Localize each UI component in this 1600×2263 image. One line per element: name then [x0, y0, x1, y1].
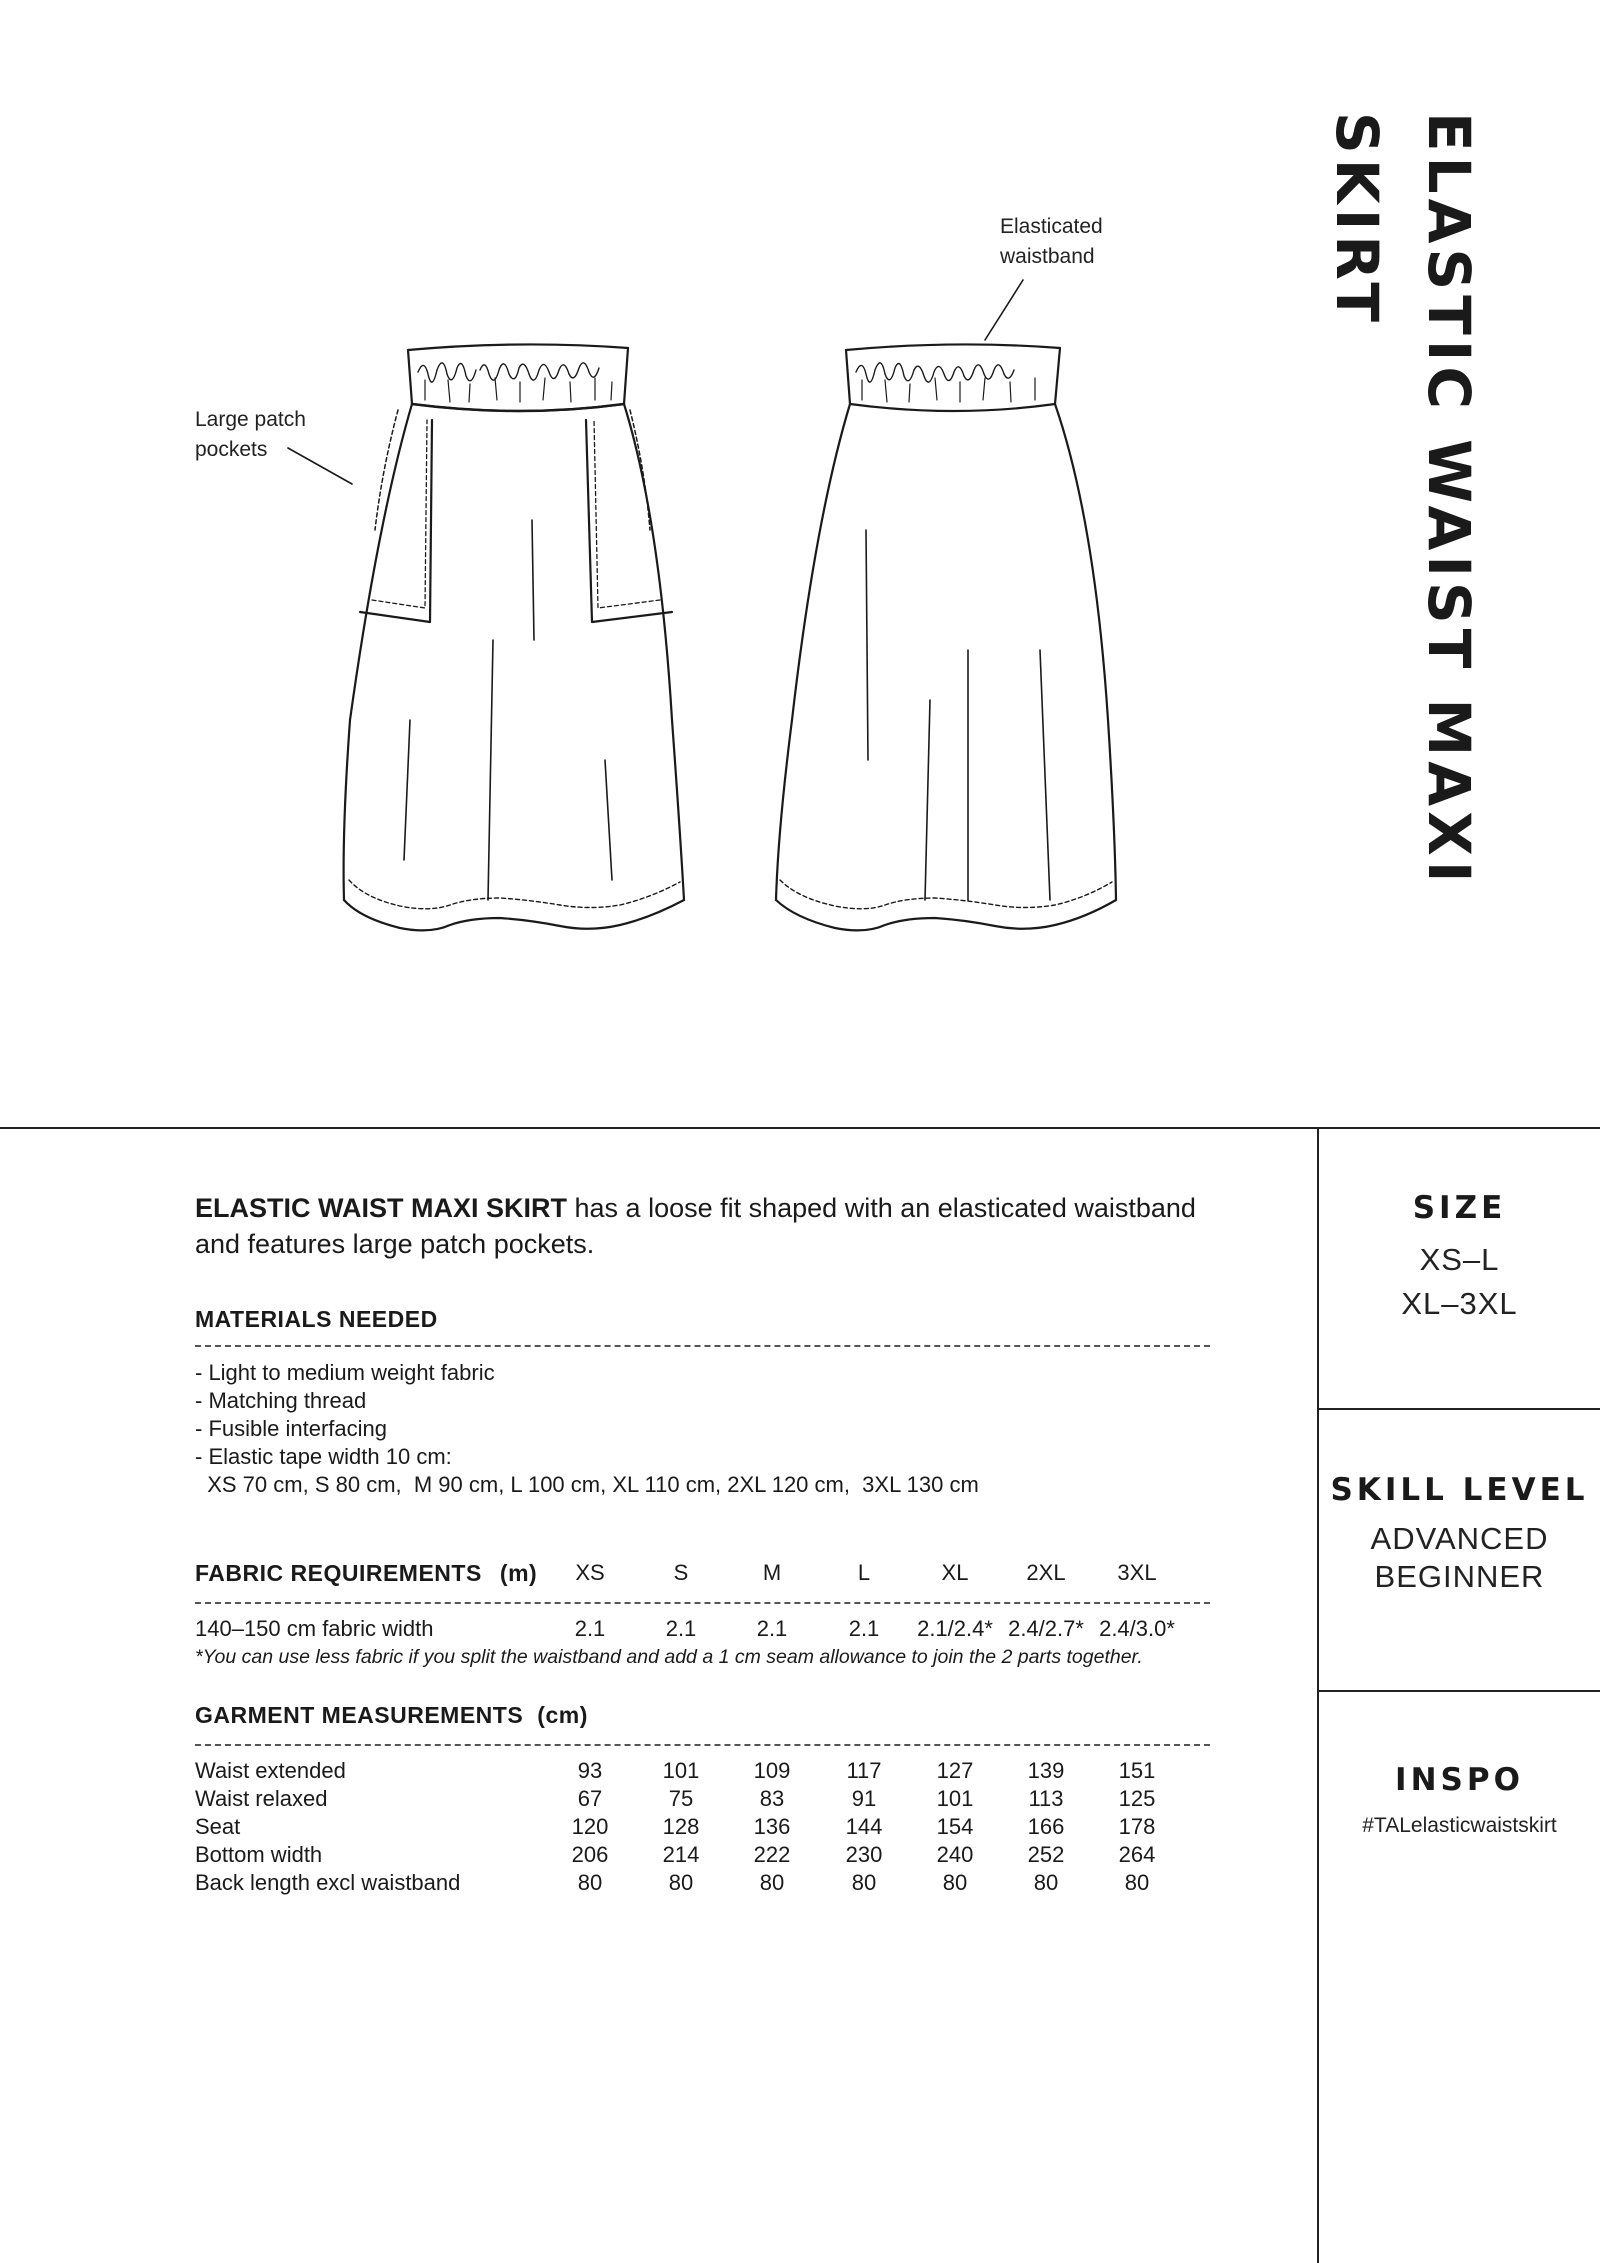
row-label: Seat	[195, 1814, 241, 1839]
skirt-back-view	[776, 344, 1116, 930]
inspo-panel	[1319, 1762, 1600, 1838]
skirt-flat-illustration	[0, 0, 1300, 1000]
fabric-value: 2.1	[665, 1616, 697, 1641]
fabric-section	[195, 1560, 1210, 1680]
size-header-m: M	[762, 1560, 782, 1585]
fabric-heading: FABRIC REQUIREMENTS	[195, 1560, 482, 1586]
skill-heading: SKILL LEVEL	[1330, 1472, 1589, 1508]
cell: 113	[1028, 1786, 1064, 1811]
fabric-value: 2.1	[756, 1616, 788, 1641]
cell: 80	[577, 1870, 603, 1895]
cell: 230	[845, 1842, 883, 1867]
cell: 91	[851, 1786, 877, 1811]
size-range: XS–L	[1419, 1242, 1500, 1277]
cell: 166	[1027, 1814, 1065, 1839]
intro-paragraph	[195, 1190, 1210, 1262]
row-label: Waist extended	[195, 1758, 346, 1783]
fabric-value: 2.1	[848, 1616, 880, 1641]
cell: 136	[753, 1814, 791, 1839]
table-row	[195, 1814, 1210, 1842]
materials-heading: MATERIALS NEEDED	[195, 1306, 438, 1332]
size-header-xl: XL	[941, 1560, 969, 1585]
cell: 75	[668, 1786, 694, 1811]
fabric-row-label: 140–150 cm fabric width	[195, 1616, 434, 1641]
fabric-value: 2.1/2.4*	[917, 1616, 993, 1641]
row-label: Waist relaxed	[195, 1786, 328, 1811]
size-header-3xl: 3XL	[1117, 1560, 1157, 1585]
cell: 127	[936, 1758, 974, 1783]
intro-product-name: ELASTIC WAIST MAXI SKIRT	[195, 1193, 568, 1223]
callout-waistband-line-2: waistband	[1000, 245, 1095, 268]
cell: 67	[577, 1786, 603, 1811]
garment-unit: (cm)	[537, 1702, 588, 1728]
intro-text: has a loose fit shaped with an elasticated waistband and features large patch pockets.	[195, 1193, 1196, 1259]
cell: 93	[577, 1758, 603, 1783]
skill-panel	[1319, 1472, 1600, 1596]
cell: 206	[571, 1842, 609, 1867]
title-line-1: ELASTIC WAIST MAXI	[1415, 112, 1483, 888]
cell: 222	[753, 1842, 791, 1867]
sidebar-rule-2	[1318, 1690, 1600, 1692]
garment-heading: GARMENT MEASUREMENTS	[195, 1702, 524, 1728]
cell: 80	[1033, 1870, 1059, 1895]
title-line-2: SKIRT	[1323, 112, 1391, 327]
callout-waistband-line-1: Elasticated	[1000, 215, 1103, 238]
skill-value: ADVANCED	[1370, 1521, 1549, 1556]
cell: 109	[753, 1758, 791, 1783]
cell: 252	[1027, 1842, 1065, 1867]
size-header-2xl: 2XL	[1026, 1560, 1066, 1585]
material-item: - Matching thread	[195, 1388, 367, 1413]
table-row	[195, 1842, 1210, 1870]
material-item: XS 70 cm, S 80 cm, M 90 cm, L 100 cm, XL 110 cm, 2XL 120 cm, 3XL 130 cm	[195, 1472, 979, 1497]
cell: 178	[1118, 1814, 1156, 1839]
inspo-hashtag: #TALelasticwaistskirt	[1362, 1814, 1557, 1837]
skirt-front-view	[344, 344, 684, 930]
cell: 128	[662, 1814, 700, 1839]
material-item: - Fusible interfacing	[195, 1416, 387, 1441]
cell: 80	[851, 1870, 877, 1895]
cell: 101	[936, 1786, 974, 1811]
cell: 139	[1027, 1758, 1065, 1783]
callout-pockets-line-1: Large patch	[195, 408, 306, 431]
horizontal-divider	[0, 1127, 1600, 1129]
size-panel	[1319, 1190, 1600, 1326]
fabric-row	[195, 1616, 1210, 1644]
cell: 240	[936, 1842, 974, 1867]
material-item: - Elastic tape width 10 cm:	[195, 1444, 452, 1469]
cell: 144	[845, 1814, 883, 1839]
cell: 264	[1118, 1842, 1156, 1867]
inspo-heading: INSPO	[1395, 1762, 1524, 1798]
size-header-l: L	[857, 1560, 871, 1585]
fabric-value: 2.1	[574, 1616, 606, 1641]
cell: 125	[1118, 1786, 1156, 1811]
materials-list	[195, 1359, 1210, 1499]
callout-waistband	[1000, 212, 1103, 272]
material-item: - Light to medium weight fabric	[195, 1360, 495, 1385]
cell: 80	[668, 1870, 694, 1895]
cell: 80	[942, 1870, 968, 1895]
fabric-divider	[195, 1602, 1210, 1604]
garment-divider	[195, 1744, 1210, 1746]
fabric-value: 2.4/2.7*	[1008, 1616, 1084, 1641]
row-label: Back length excl waistband	[195, 1870, 461, 1895]
size-header-s: S	[673, 1560, 689, 1585]
cell: 83	[759, 1786, 785, 1811]
cell: 80	[759, 1870, 785, 1895]
table-row	[195, 1758, 1210, 1786]
row-label: Bottom width	[195, 1842, 323, 1867]
garment-section	[195, 1702, 1210, 1902]
cell: 214	[662, 1842, 700, 1867]
skill-value: BEGINNER	[1374, 1559, 1545, 1594]
cell: 120	[571, 1814, 609, 1839]
page-title	[1325, 112, 1495, 952]
size-range: XL–3XL	[1401, 1286, 1518, 1321]
size-heading: SIZE	[1412, 1190, 1507, 1226]
cell: 80	[1124, 1870, 1150, 1895]
callout-line-waistband	[985, 280, 1023, 340]
fabric-unit: (m)	[499, 1560, 538, 1586]
callout-pockets	[195, 405, 306, 465]
callout-pockets-line-2: pockets	[195, 438, 268, 461]
cell: 151	[1118, 1758, 1156, 1783]
cell: 117	[846, 1758, 882, 1783]
sidebar-rule-1	[1318, 1408, 1600, 1410]
cell: 154	[936, 1814, 974, 1839]
fabric-footnote: *You can use less fabric if you split the waistband and add a 1 cm seam allowance to join the 2 parts together.	[195, 1646, 1143, 1668]
cell: 101	[662, 1758, 700, 1783]
fabric-value: 2.4/3.0*	[1099, 1616, 1175, 1641]
table-row	[195, 1870, 1210, 1898]
materials-section	[195, 1306, 1210, 1499]
materials-divider	[195, 1345, 1210, 1347]
table-row	[195, 1786, 1210, 1814]
size-header-xs: XS	[575, 1560, 605, 1585]
